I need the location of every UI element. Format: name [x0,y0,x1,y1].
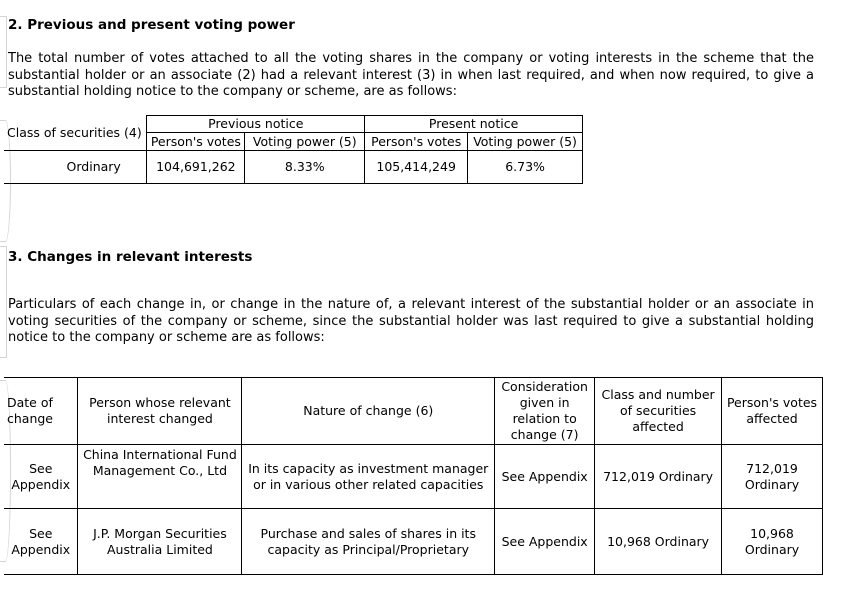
cell-votes: 10,968 Ordinary [722,509,823,575]
cell-nature: Purchase and sales of shares in its capacity as Principal/Proprietary [242,509,495,575]
cell-date: See Appendix [4,445,78,509]
prev-voting-power-header: Voting power (5) [245,133,365,151]
cell-consideration: See Appendix [495,509,595,575]
row-pres-power: 6.73% [468,151,583,184]
prev-persons-votes-header: Person's votes [147,133,245,151]
table-row [4,509,823,575]
cell-nature: In its capacity as investment manager or in various other related capacities [242,445,495,509]
cell-date: See Appendix [4,509,78,575]
header-person: Person whose relevant interest changed [78,378,242,445]
cell-consideration: See Appendix [495,445,595,509]
voting-power-table [4,115,583,184]
table-row [4,445,823,509]
row-pres-votes: 105,414,249 [365,151,468,184]
cell-class-number: 712,019 Ordinary [595,445,722,509]
header-date: Date of change [4,378,78,445]
section3-heading: 3. Changes in relevant interests [8,249,253,265]
cell-person: China International Fund Management Co., Ltd [78,445,242,509]
section2-intro: The total number of votes attached to all the voting shares in the company or voting interests in the scheme that the substantial holder or an associate (2) had a relevant interest (3) in when last required, and when now required, to give a substantial holding notice to the company or scheme, are as follows: [8,51,814,99]
pres-voting-power-header: Voting power (5) [468,133,583,151]
row-class: Ordinary [4,151,147,184]
cell-person: J.P. Morgan Securities Australia Limited [78,509,242,575]
row-prev-votes: 104,691,262 [147,151,245,184]
section3-intro: Particulars of each change in, or change in the nature of, a relevant interest of the substantial holder or an associate in voting securities of the company or scheme, since the substantial holder was last required to give a substantial holding notice to the company or scheme are as follows: [8,297,814,345]
section2-heading: 2. Previous and present voting power [8,17,295,33]
previous-notice-header: Previous notice [147,116,365,133]
row-prev-power: 8.33% [245,151,365,184]
cell-class-number: 10,968 Ordinary [595,509,722,575]
header-nature: Nature of change (6) [242,378,495,445]
pres-persons-votes-header: Person's votes [365,133,468,151]
header-votes: Person's votes affected [722,378,823,445]
header-consideration: Consideration given in relation to change (7) [495,378,595,445]
cell-votes: 712,019 Ordinary [722,445,823,509]
col-class-header: Class of securities (4) [4,116,147,151]
margin-mark [0,246,7,358]
margin-mark [0,16,7,88]
present-notice-header: Present notice [365,116,583,133]
header-class-number: Class and number of securities affected [595,378,722,445]
changes-table [4,377,823,575]
